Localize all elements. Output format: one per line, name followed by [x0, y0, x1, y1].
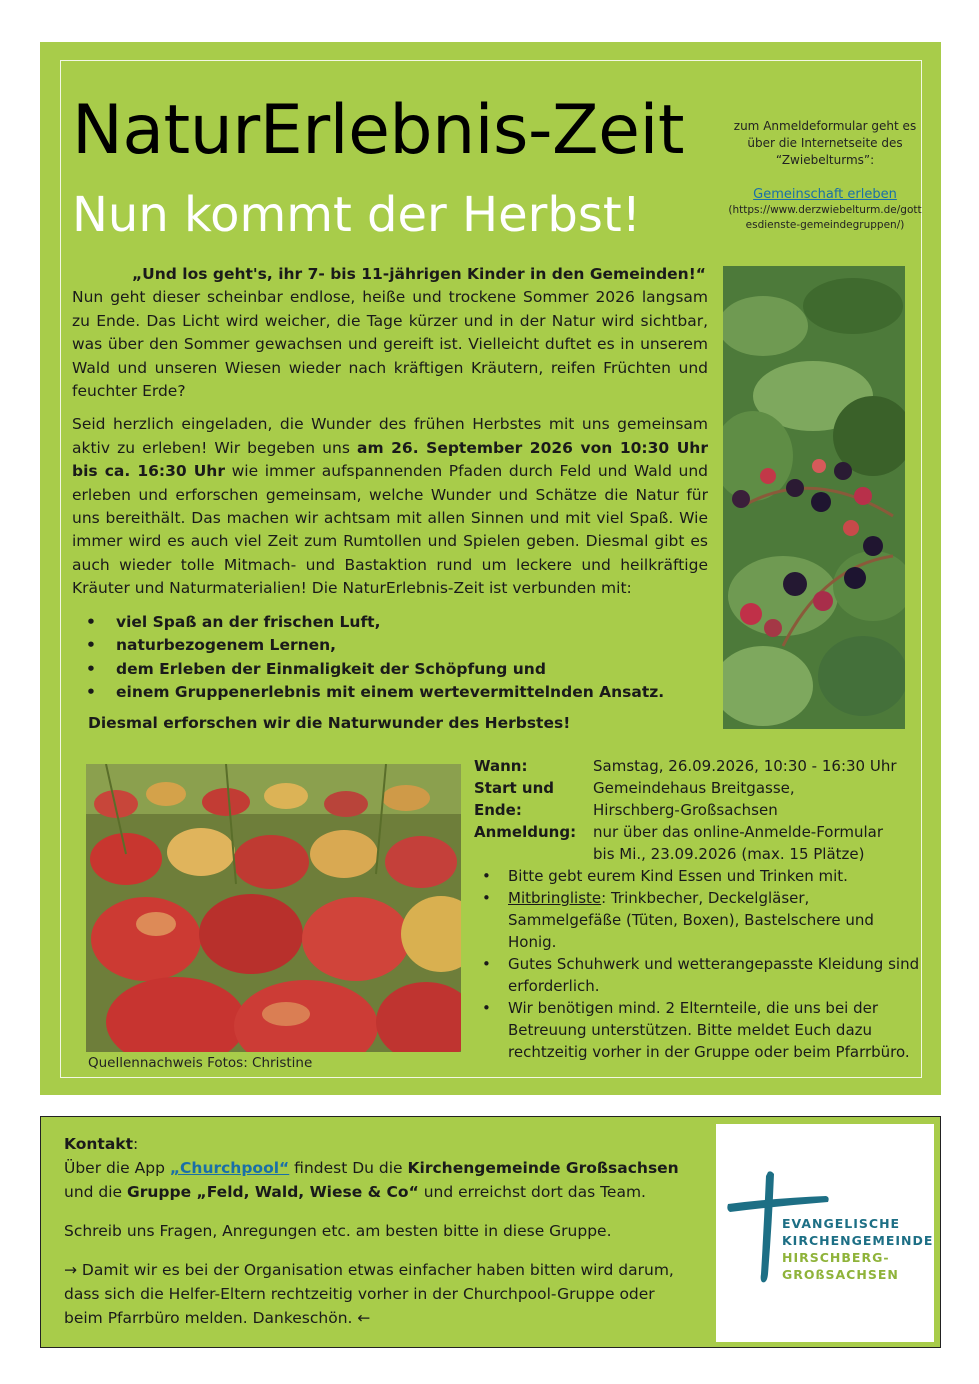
list-item: • naturbezogenem Lernen, [72, 634, 708, 657]
when-value: Samstag, 26.09.2026, 10:30 - 16:30 Uhr [593, 757, 897, 775]
contact-text-part: und erreichst dort das Team. [418, 1183, 646, 1201]
contact-text-part: Über die App [64, 1159, 170, 1177]
details-paragraph-end: wie immer aufspannenden Pfaden durch Feld und Wald und erleben und erforschen gemeinsam, welche Wunder und Schätze die Natur für uns bereithält. Das machen wir achtsam mit allen Sinnen und mit viel Spaß. Wie immer wird es auch viel Zeit zum Rumtollen und Spielen geben. Diesmal gibt es auch wieder tolle Mitmach- und Bastaktion rund um leckere und heilkräftige Kräuter und Naturmaterialien! Die NaturErlebnis-Zeit ist verbunden mit: [72, 462, 708, 598]
event-details [474, 755, 924, 1063]
photo-credit: Quellennachweis Fotos: Christine [88, 1055, 313, 1071]
contact-text-part: findest Du die [289, 1159, 408, 1177]
contact-text [64, 1132, 684, 1345]
contact-questions: Schreib uns Fragen, Anregungen etc. am besten bitte in diese Gruppe. [64, 1222, 612, 1240]
logo-line-3: HIRSCHBERG- [782, 1250, 890, 1265]
group-name: Gruppe „Feld, Wald, Wiese & Co“ [127, 1183, 419, 1201]
packing-list-label: Mitbringliste [508, 889, 602, 907]
place-label: Start und Ende: [474, 779, 554, 819]
closing-line: Diesmal erforschen wir die Naturwunder des Herbstes! [88, 714, 571, 733]
greeting-line: „Und los geht's, ihr 7- bis 11-jährigen Kinder in den Gemeinden!“ [132, 265, 706, 283]
place-row [474, 777, 924, 821]
list-item: • viel Spaß an der frischen Luft, [72, 611, 708, 634]
list-item: • Wir benötigen mind. 2 Elternteile, die uns bei der Betreuung unterstützen. Bitte meldet Euch dazu rechtzeitig vorher in der Gruppe oder beim Pfarrbüro. [474, 997, 924, 1063]
contact-heading-colon: : [133, 1135, 139, 1153]
when-label: Wann: [474, 757, 528, 775]
registration-value [593, 821, 924, 865]
details-paragraph-start: Seid herzlich eingeladen, die Wunder des frühen Herbstes mit uns gemeinsam aktiv zu erleben! Wir begeben uns [72, 415, 708, 457]
contact-heading: Kontakt [64, 1135, 134, 1153]
page-title: NaturErlebnis-Zeit [72, 91, 684, 170]
details-list [474, 865, 924, 1063]
date-highlight: am 26. September 2026 von 10:30 Uhr bis ca. 16:30 Uhr [72, 438, 708, 481]
place-value-line1: Gemeindehaus Breitgasse, [593, 779, 795, 797]
registration-value-line2: bis Mi., 23.09.2026 (max. 15 Plätze) [593, 845, 865, 863]
intro-paragraph: Nun geht dieser scheinbar endlose, heiße und trockene Sommer 2026 langsam zu Ende. Das Licht wird weicher, die Tage kürzer und in der Natur wird sichtbar, was über den Sommer gewachsen und gereift ist. Vielleicht duftet es in unserem Wald und unseren Wiesen wieder nach kräftigen Kräutern, reifen Früchten und feuchter Erde? [72, 288, 708, 401]
logo-line-1: EVANGELISCHE [782, 1216, 901, 1231]
page-subtitle: Nun kommt der Herbst! [72, 187, 641, 243]
registration-info [728, 118, 922, 233]
contact-note: → Damit wir es bei der Organisation etwas einfacher haben bitten wird darum, dass sich die Helfer-Eltern rechtzeitig vorher in der Churchpool-Gruppe oder beim Pfarrbüro melden. Dankeschön. ← [64, 1261, 674, 1327]
logo-line-2: KIRCHENGEMEINDE [782, 1233, 934, 1248]
logo-line-4: GROßSACHSEN [782, 1267, 899, 1282]
churchpool-link[interactable]: „Churchpool“ [169, 1159, 290, 1177]
place-value-line2: Hirschberg-Großsachsen [593, 801, 778, 819]
list-item [474, 887, 924, 953]
invitation-text [72, 263, 708, 736]
registration-hint: zum Anmeldeformular geht es über die Internetseite des “Zwiebelturms”: [733, 119, 917, 167]
when-row [474, 755, 924, 777]
details-paragraph [72, 413, 708, 600]
contact-text-part: und die [64, 1183, 128, 1201]
list-item: • Bitte gebt eurem Kind Essen und Trinken mit. [474, 865, 924, 887]
list-item: • dem Erleben der Einmaligkeit der Schöpfung und [72, 658, 708, 681]
packing-list-text: : Trinkbecher, Deckelgläser, Sammelgefäße (Tüten, Boxen), Bastelschere und Honig. [508, 889, 874, 951]
registration-label: Anmeldung: [474, 823, 577, 841]
church-logo-text [782, 1215, 933, 1283]
parish-name: Kirchengemeinde Großsachsen [407, 1159, 679, 1177]
apples-photo [86, 764, 461, 1052]
place-value [593, 777, 924, 821]
registration-row [474, 821, 924, 865]
list-item: • einem Gruppenerlebnis mit einem wertevermittelnden Ansatz. [72, 681, 708, 704]
registration-link[interactable]: Gemeinschaft erleben [753, 187, 897, 202]
list-item: • Gutes Schuhwerk und wetterangepasste Kleidung sind erforderlich. [474, 953, 924, 997]
registration-value-line1: nur über das online-Anmelde-Formular [593, 823, 884, 841]
registration-url: (https://www.derzwiebelturm.de/gottesdienste-gemeindegruppen/) [728, 204, 922, 231]
blackberries-photo [723, 266, 905, 729]
benefits-list [72, 611, 708, 705]
